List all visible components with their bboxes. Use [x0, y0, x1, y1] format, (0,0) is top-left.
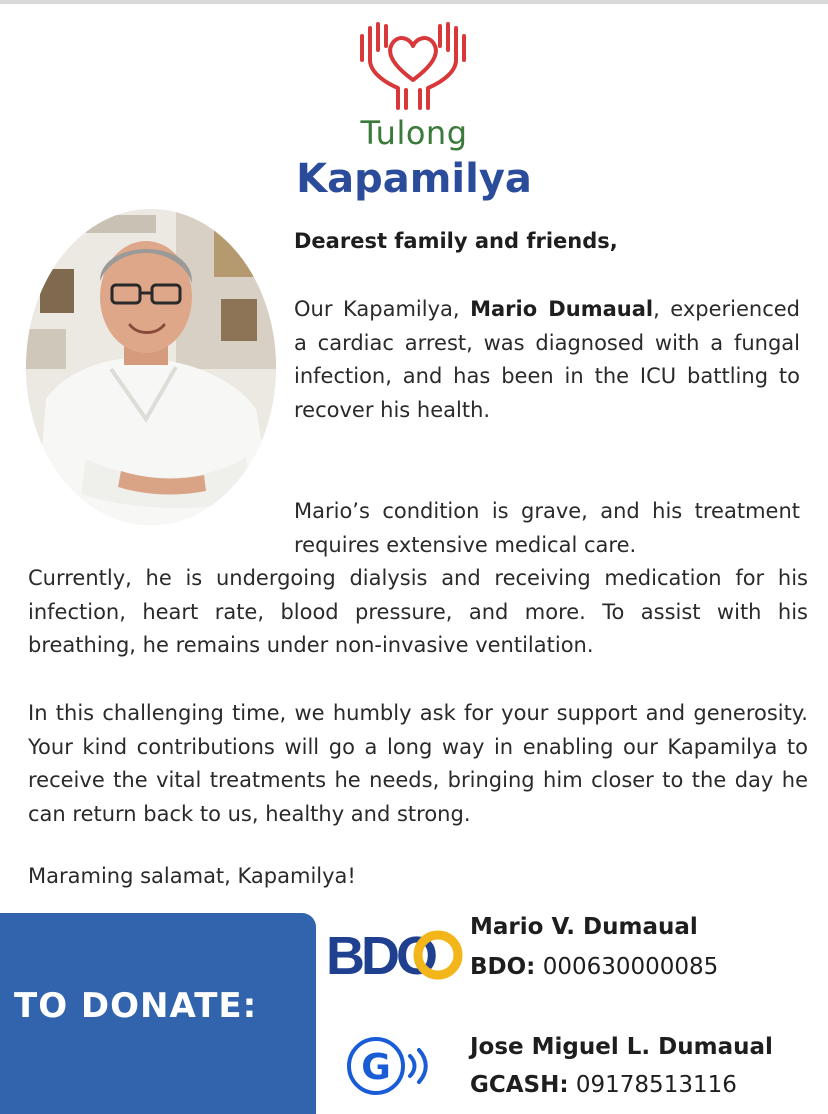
- gcash-logo-letter: G: [361, 1047, 391, 1088]
- gcash-account-key: GCASH:: [470, 1072, 569, 1098]
- greeting: Dearest family and friends,: [294, 229, 618, 253]
- bdo-account-number: 000630000085: [542, 954, 719, 980]
- patient-name: Mario Dumaual: [470, 297, 654, 321]
- paragraph-1-rest: , experienced a cardiac arrest, was diagnosed with a fungal infection, and has been in the ICU battling to recover his health.: [294, 297, 800, 422]
- bdo-logo-icon: [324, 924, 464, 980]
- donate-label: TO DONATE:: [14, 986, 258, 1026]
- paragraph-condition-intro: [294, 293, 800, 427]
- hands-heart-icon: [354, 16, 472, 114]
- gcash-account-name: Jose Miguel L. Dumaual: [470, 1034, 773, 1060]
- paragraph-1-lead: Our Kapamilya,: [294, 297, 471, 321]
- bdo-account-name: Mario V. Dumaual: [470, 914, 698, 940]
- gcash-account-line: [470, 1072, 737, 1098]
- bdo-account-line: [470, 954, 718, 980]
- logo-word-tulong: Tulong: [360, 114, 468, 152]
- gcash-logo-icon: [346, 1034, 442, 1098]
- paragraph-appeal: In this challenging time, we humbly ask for your support and generosity. Your kind contributions will go a long way in enabling our Kapamilya to receive the vital treatments he needs, bringing him closer to the day he can return back to us, healthy and strong.: [28, 701, 808, 826]
- paragraph-treatment: Currently, he is undergoing dialysis and receiving medication for his infection, heart rate, blood pressure, and more. To assist with his breathing, he remains under non-invasive ventilation.: [28, 566, 808, 657]
- logo-word-kapamilya: Kapamilya: [296, 156, 532, 202]
- bdo-logo-text: BDO: [326, 926, 434, 980]
- gcash-account-number: 09178513116: [575, 1072, 737, 1098]
- person-photo-icon: [26, 209, 276, 525]
- bdo-account-key: BDO:: [470, 954, 536, 980]
- closing-line: Maraming salamat, Kapamilya!: [28, 864, 356, 888]
- portrait-photo: [26, 209, 276, 525]
- paragraph-grave-condition: Mario’s condition is grave, and his treatment requires extensive medical care.: [294, 499, 800, 557]
